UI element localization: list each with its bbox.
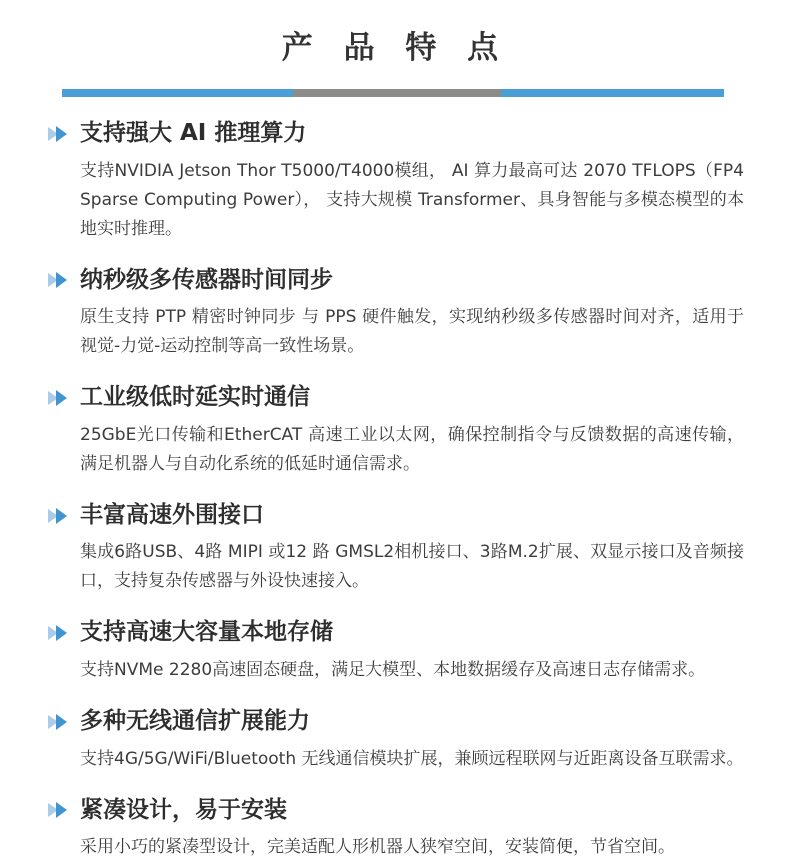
double-right-triangle-icon xyxy=(48,508,72,524)
feature-section-local-storage xyxy=(48,619,746,685)
double-right-triangle-icon xyxy=(48,625,72,641)
feature-title-text: 支持强大 AI 推理算力 xyxy=(80,120,307,146)
feature-section-ai-compute xyxy=(48,120,746,244)
feature-body-text: 集成6路USB、4路 MIPI 或12 路 GMSL2相机接口、3路M.2扩展、双显示接口及音频接口，支持复杂传感器与外设快速接入。 xyxy=(80,542,744,592)
feature-title xyxy=(48,267,746,295)
feature-body-text: 支持NVIDIA Jetson Thor T5000/T4000模组， AI 算力最高可达 2070 TFLOPS（FP4 Sparse Computing Power）， 支持大规模 Transformer、具身智能与多模态模型的本地实时推理。 xyxy=(80,160,744,239)
feature-title xyxy=(48,708,746,736)
feature-title-text: 紧凑设计，易于安装 xyxy=(80,796,287,823)
divider-blue-right-segment xyxy=(501,89,724,97)
double-right-triangle-icon xyxy=(48,390,72,406)
feature-section-compact-design xyxy=(48,797,746,862)
feature-body-text: 支持NVMe 2280高速固态硬盘，满足大模型、本地数据缓存及高速日志存储需求。 xyxy=(80,659,706,680)
feature-section-wireless xyxy=(48,708,746,774)
divider-gray-mid-segment xyxy=(293,89,501,97)
feature-title-text: 支持高速大容量本地存储 xyxy=(80,619,333,646)
feature-title xyxy=(48,384,746,412)
feature-title-text: 多种无线通信扩展能力 xyxy=(80,707,310,734)
feature-title xyxy=(48,502,746,530)
feature-title xyxy=(48,797,746,825)
feature-title-text: 丰富高速外围接口 xyxy=(80,501,264,528)
feature-title xyxy=(48,619,746,647)
page-title: 产 品 特 点 xyxy=(281,30,509,66)
feature-body-text: 支持4G/5G/WiFi/Bluetooth 无线通信模块扩展，兼顾远程联网与近距离设备互联需求。 xyxy=(80,748,744,769)
double-right-triangle-icon xyxy=(48,126,72,142)
feature-section-realtime-comm xyxy=(48,384,746,479)
feature-title-text: 纳秒级多传感器时间同步 xyxy=(80,266,333,293)
double-right-triangle-icon xyxy=(48,272,72,288)
tricolor-divider-bar xyxy=(62,89,724,97)
feature-body-text: 原生支持 PTP 精密时钟同步 与 PPS 硬件触发，实现纳秒级多传感器时间对齐，适用于视觉-力觉-运动控制等高一致性场景。 xyxy=(80,307,744,357)
feature-body-text: 采用小巧的紧凑型设计，完美适配人形机器人狭窄空间，安装简便，节省空间。 xyxy=(80,837,675,858)
divider-blue-left-segment xyxy=(62,89,293,97)
feature-title xyxy=(48,120,746,148)
double-right-triangle-icon xyxy=(48,802,72,818)
double-right-triangle-icon xyxy=(48,714,72,730)
feature-body-text: 25GbE光口传输和EtherCAT 高速工业以太网，确保控制指令与反馈数据的高速传输，满足机器人与自动化系统的低延时通信需求。 xyxy=(80,424,744,474)
feature-list xyxy=(0,120,790,862)
feature-title-text: 工业级低时延实时通信 xyxy=(80,384,310,411)
feature-section-peripheral-io xyxy=(48,502,746,597)
feature-section-time-sync xyxy=(48,267,746,362)
